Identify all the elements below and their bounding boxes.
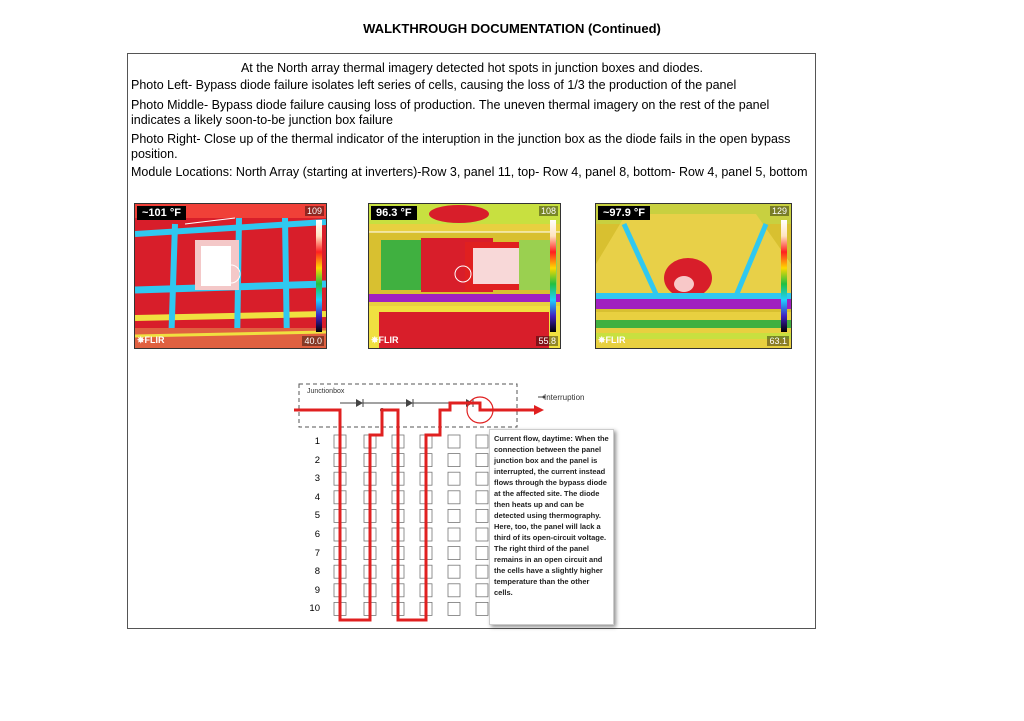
thermal-photo-middle [368,203,561,349]
solar-cell [448,584,460,597]
photo-left-caption: Photo Left- Bypass diode failure isolates left series of cells, causing the loss of 1/3 the production of the panel [131,78,737,92]
thermal-image-left [135,204,326,348]
solar-cell [448,565,460,578]
solar-cell [448,454,460,467]
solar-cell [476,472,488,485]
junctionbox-label: Junctionbox [307,388,345,395]
temperature-readout: ~97.9 °F [598,206,650,220]
row-number: 10 [309,603,320,615]
solar-cell [476,584,488,597]
solar-cell [448,547,460,560]
solar-cell [448,472,460,485]
findings-heading: At the North array thermal imagery detected hot spots in junction boxes and diodes. [240,61,704,75]
flir-logo: ✵FLIR [598,335,626,345]
color-scale-bar [550,220,556,332]
row-number: 8 [314,566,320,578]
diagram-callout: Current flow, daytime: When the connection between the panel junction box and the panel is interrupted, the current instead flows through the bypass diode at the affected site. The diode then heats up and can be detected using thermography. Here, too, the panel will lack a third of its open-circuit voltage. The right third of the panel remains in an open circuit and the cells have a slightly higher temperature than the other cells. [489,429,614,625]
thermal-photo-right [595,203,792,349]
current-arrow-icon [534,405,544,415]
diode-icon [406,399,413,407]
page-title: WALKTHROUGH DOCUMENTATION (Continued) [363,21,661,36]
photo-right-caption: Photo Right- Close up of the thermal indicator of the interuption in the junction box as the diode fails in the open bypass position. [131,132,791,161]
solar-cell [476,509,488,522]
scale-min: 55.8 [538,336,556,346]
solar-cell [476,602,488,615]
solar-cell [448,528,460,541]
row-number: 9 [314,584,320,596]
solar-cell [476,565,488,578]
solar-cell [448,435,460,448]
temperature-readout: ~101 °F [137,206,186,220]
interruption-label: Interruption [544,393,585,402]
temperature-readout: 96.3 °F [371,206,417,220]
solar-cell [476,454,488,467]
flir-logo: ✵FLIR [137,335,165,345]
solar-cell [476,547,488,560]
thermal-image-middle [369,204,560,348]
solar-cell [448,491,460,504]
flir-logo: ✵FLIR [371,335,399,345]
solar-cell [476,435,488,448]
row-number: 6 [314,529,320,540]
solar-cell [476,528,488,541]
row-number: 3 [314,473,320,485]
color-scale-bar [316,220,322,332]
scale-max: 109 [306,206,322,216]
scale-min: 63.1 [769,336,787,346]
scale-max: 129 [771,206,787,216]
thermal-photo-left [134,203,327,349]
cell-strings [334,435,488,615]
row-number: 2 [314,454,320,466]
row-number: 1 [314,436,320,447]
scale-max: 108 [540,206,556,216]
photo-middle-caption: Photo Middle- Bypass diode failure causing loss of production. The uneven thermal imagery on the rest of the panel indicates a likely soon-to-be junction box failure [131,98,770,127]
solar-cell [448,509,460,522]
thermal-image-right [596,204,791,348]
solar-cell [476,491,488,504]
module-locations: Module Locations: North Array (starting at inverters)-Row 3, panel 11, top- Row 4, panel 8, bottom- Row 4, panel 5, bottom [131,165,808,179]
row-number: 4 [314,491,320,503]
scale-min: 40.0 [304,336,322,346]
color-scale-bar [781,220,787,332]
diode-icon [356,399,363,407]
row-number: 5 [314,510,320,522]
solar-cell [448,602,460,615]
row-number: 7 [314,547,320,559]
